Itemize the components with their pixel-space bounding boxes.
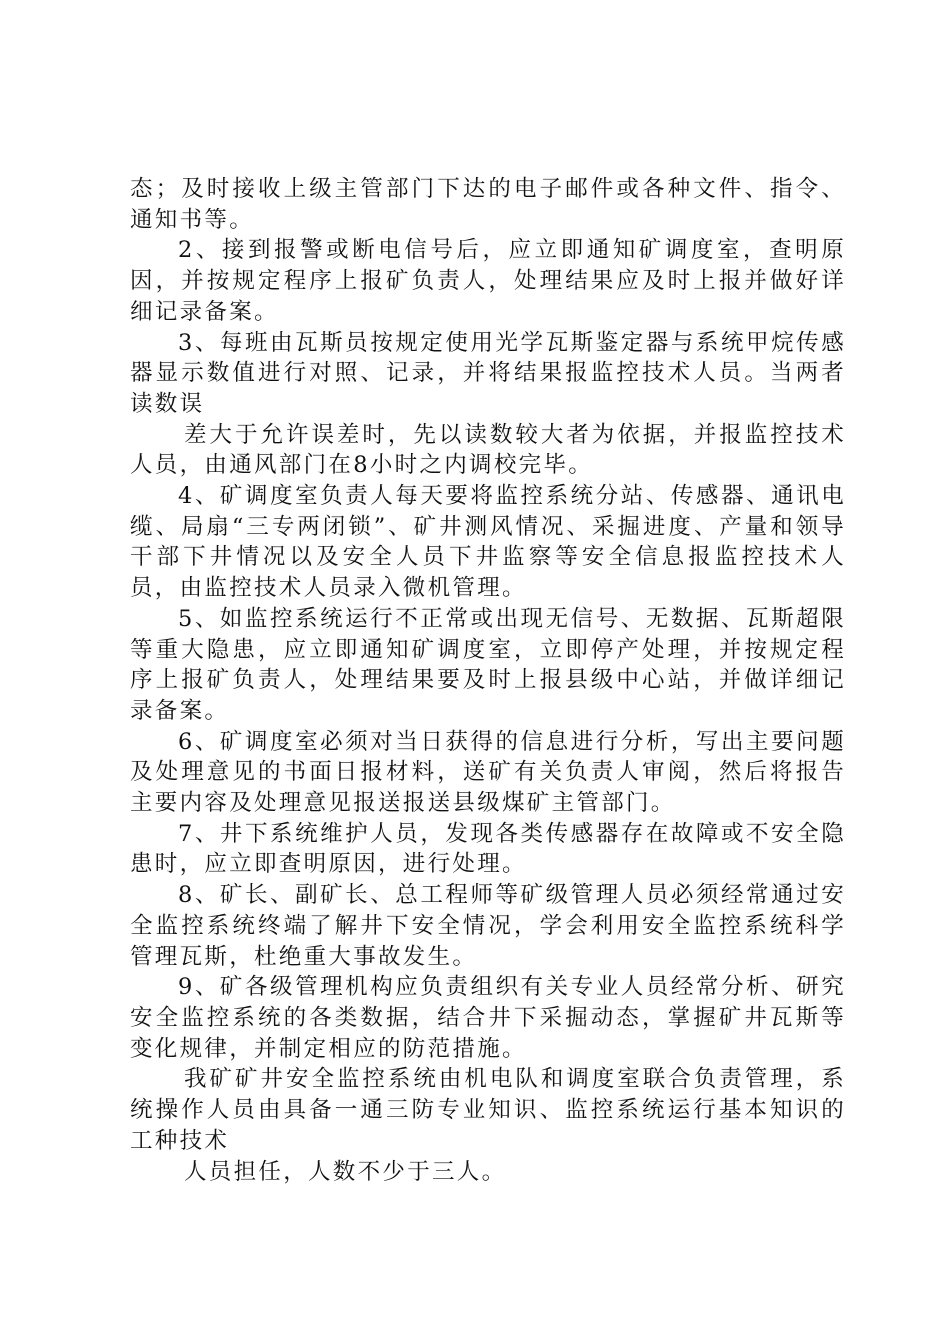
paragraph-item-6: 6、矿调度室必须对当日获得的信息进行分析，写出主要问题及处理意见的书面日报材料，送矿有关负责人审阅，然后将报告主要内容及处理意见报送报送县级煤矿主管部门。	[130, 728, 846, 817]
paragraph-item-3-continued: 差大于允许误差时，先以读数较大者为依据，并报监控技术人员，由通风部门在8小时之内调校完毕。	[130, 421, 846, 479]
paragraph-item-4: 4、矿调度室负责人每天要将监控系统分站、传感器、通讯电缆、局扇“三专两闭锁”、矿井测风情况、采掘进度、产量和领导干部下井情况以及安全人员下井监察等安全信息报监控技术人员，由监控技术人员录入微机管理。	[130, 483, 846, 602]
paragraph-item-2: 2、接到报警或断电信号后，应立即通知矿调度室，查明原因，并按规定程序上报矿负责人，处理结果应及时上报并做好详细记录备案。	[130, 237, 846, 325]
paragraph-item-3: 3、每班由瓦斯员按规定使用光学瓦斯鉴定器与系统甲烷传感器显示数值进行对照、记录，并将结果报监控技术人员。当两者读数误	[130, 329, 846, 417]
paragraph-management-continued: 人员担任，人数不少于三人。	[184, 1158, 507, 1185]
document-body	[130, 174, 846, 1187]
paragraph-item-9: 9、矿各级管理机构应负责组织有关专业人员经常分析、研究安全监控系统的各类数据，结合井下采掘动态，掌握矿井瓦斯等变化规律，并制定相应的防范措施。	[130, 974, 846, 1062]
paragraph-continuation: 态；及时接收上级主管部门下达的电子邮件或各种文件、指令、通知书等。	[130, 176, 846, 233]
paragraph-item-5: 5、如监控系统运行不正常或出现无信号、无数据、瓦斯超限等重大隐患，应立即通知矿调度室，立即停产处理，并按规定程序上报矿负责人，处理结果要及时上报县级中心站，并做详细记录备案。	[130, 605, 846, 724]
paragraph-item-8: 8、矿长、副矿长、总工程师等矿级管理人员必须经常通过安全监控系统终端了解井下安全情况，学会利用安全监控系统科学管理瓦斯，杜绝重大事故发生。	[130, 882, 846, 970]
paragraph-management: 我矿矿井安全监控系统由机电队和调度室联合负责管理，系统操作人员由具备一通三防专业知识、监控系统运行基本知识的工种技术	[130, 1066, 846, 1154]
paragraph-item-7: 7、井下系统维护人员，发现各类传感器存在故障或不安全隐患时，应立即查明原因，进行处理。	[130, 820, 846, 878]
